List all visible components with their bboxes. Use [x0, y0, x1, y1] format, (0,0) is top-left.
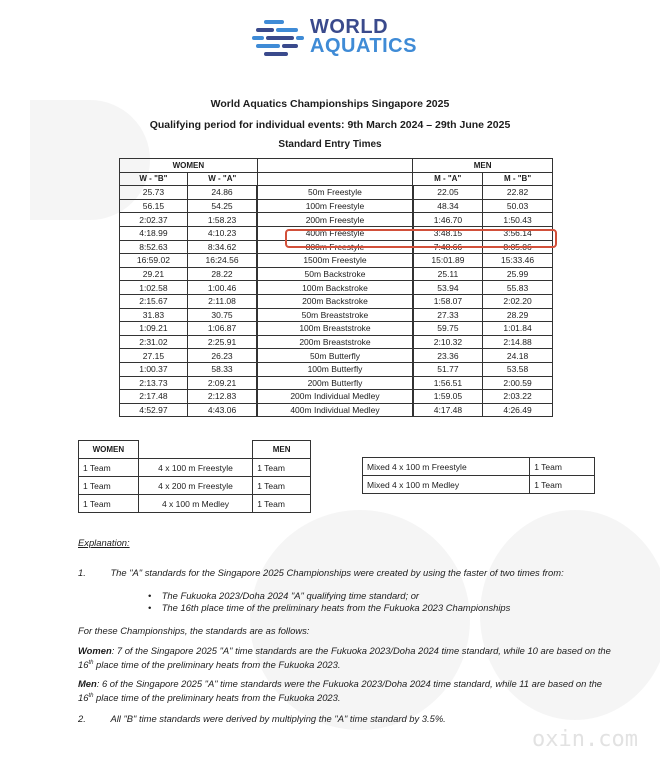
team-count: 1 Team: [530, 476, 595, 494]
time-cell: 1:00.37: [120, 362, 188, 376]
table-row: [120, 376, 553, 390]
bullet-item: • The Fukuoka 2023/Doha 2024 "A" qualifying time standard; or: [148, 590, 420, 601]
relay-event: 4 x 100 m Freestyle: [138, 459, 252, 477]
women-text-b: place time of the preliminary heats from the Fukuoka 2023.: [93, 659, 341, 671]
relay-event: 4 x 100 m Medley: [138, 495, 252, 513]
event-name: 50m Backstroke: [257, 267, 413, 281]
time-cell: 50.03: [483, 199, 553, 213]
time-cell: 56.15: [120, 199, 188, 213]
table-row: [120, 322, 553, 336]
event-name: 400m Individual Medley: [257, 403, 413, 417]
table-row: [120, 254, 553, 268]
time-cell: 2:15.67: [120, 294, 188, 308]
event-name: 200m Individual Medley: [257, 390, 413, 404]
standard-entry-times-heading: Standard Entry Times: [278, 139, 382, 150]
table-row: [120, 267, 553, 281]
column-header: M - "B": [483, 172, 553, 186]
document-title: World Aquatics Championships Singapore 2025: [210, 98, 450, 110]
time-cell: 22.82: [483, 186, 553, 200]
time-cell: 15:33.46: [483, 254, 553, 268]
time-cell: 4:17.48: [413, 403, 483, 417]
time-cell: 25.11: [413, 267, 483, 281]
table-row: [120, 199, 553, 213]
header-spacer: [257, 159, 413, 173]
time-cell: 1:46.70: [413, 213, 483, 227]
time-cell: 2:09.21: [187, 376, 257, 390]
time-cell: 4:43.06: [187, 403, 257, 417]
time-cell: 55.83: [483, 281, 553, 295]
team-count: 1 Team: [253, 477, 311, 495]
highlight-box-400m-freestyle: [285, 229, 557, 248]
time-cell: 1:09.21: [120, 322, 188, 336]
time-cell: 53.94: [413, 281, 483, 295]
team-count: 1 Team: [253, 495, 311, 513]
event-name: 800m Freestyle: [257, 240, 413, 254]
time-cell: 16:24.56: [187, 254, 257, 268]
column-header: [257, 172, 413, 186]
event-name: 100m Backstroke: [257, 281, 413, 295]
time-cell: 51.77: [413, 362, 483, 376]
time-cell: 3:56.14: [483, 226, 553, 240]
time-cell: 27.33: [413, 308, 483, 322]
explanation-point-3: [78, 713, 618, 725]
time-cell: 24.86: [187, 186, 257, 200]
women-text-a: : 7 of the Singapore 2025 "A" time standards are the Fukuoka 2023/Doha 2024 time standard, while 10 are based on the 16: [78, 645, 611, 671]
time-cell: 2:03.22: [483, 390, 553, 404]
point-1-number: 1.: [78, 567, 86, 578]
event-name: 100m Butterfly: [257, 362, 413, 376]
time-cell: 2:17.48: [120, 390, 188, 404]
time-cell: 1:56.51: [413, 376, 483, 390]
time-cell: 1:58.07: [413, 294, 483, 308]
time-cell: 7:48.66: [413, 240, 483, 254]
relay-body: [79, 459, 311, 513]
event-name: 200m Breaststroke: [257, 335, 413, 349]
point-1-text: The "A" standards for the Singapore 2025 Championships were created by using the faster of two times from:: [110, 567, 564, 578]
team-count: 1 Team: [79, 459, 139, 477]
time-cell: 1:02.58: [120, 281, 188, 295]
time-cell: 1:50.43: [483, 213, 553, 227]
time-cell: 1:06.87: [187, 322, 257, 336]
table-row: [120, 281, 553, 295]
relay-men-header: MEN: [253, 441, 311, 459]
event-name: 50m Breaststroke: [257, 308, 413, 322]
table-row: [120, 308, 553, 322]
time-cell: 4:10.23: [187, 226, 257, 240]
time-cell: 2:14.88: [483, 335, 553, 349]
time-cell: 4:26.49: [483, 403, 553, 417]
event-name: 400m Freestyle: [257, 226, 413, 240]
mixed-relay-event: Mixed 4 x 100 m Medley: [363, 476, 530, 494]
explanation-heading: Explanation:: [78, 537, 130, 548]
time-cell: 2:02.20: [483, 294, 553, 308]
table-row: [79, 477, 311, 495]
column-header: W - "A": [187, 172, 257, 186]
men-text-b: place time of the preliminary heats from the Fukuoka 2023.: [93, 692, 341, 704]
time-cell: 2:11.08: [187, 294, 257, 308]
point-2-text: All "B" time standards were derived by multiplying the "A" time standard by 3.5%.: [110, 713, 446, 724]
time-cell: 3:48.15: [413, 226, 483, 240]
event-name: 100m Breaststroke: [257, 322, 413, 336]
mixed-relay-body: [363, 458, 595, 494]
time-cell: 58.33: [187, 362, 257, 376]
relay-header-spacer: [138, 441, 252, 459]
column-header: M - "A": [413, 172, 483, 186]
time-cell: 23.36: [413, 349, 483, 363]
table-row: [120, 213, 553, 227]
column-header: W - "B": [120, 172, 188, 186]
time-cell: 2:25.91: [187, 335, 257, 349]
table-row: [79, 459, 311, 477]
men-explanation: [78, 678, 618, 704]
table-row: [120, 294, 553, 308]
time-cell: 22.05: [413, 186, 483, 200]
event-name: 200m Freestyle: [257, 213, 413, 227]
logo-wordmark: [310, 18, 417, 56]
women-label: Women: [78, 645, 112, 656]
time-cell: 1:58.23: [187, 213, 257, 227]
table-row: [363, 476, 595, 494]
event-name: 50m Butterfly: [257, 349, 413, 363]
time-cell: 16:59.02: [120, 254, 188, 268]
team-count: 1 Team: [253, 459, 311, 477]
time-cell: 4:18.99: [120, 226, 188, 240]
women-explanation: [78, 645, 618, 671]
entry-times-table: [119, 158, 553, 417]
time-cell: 24.18: [483, 349, 553, 363]
table-row: [79, 495, 311, 513]
event-name: 50m Freestyle: [257, 186, 413, 200]
table-row: [120, 186, 553, 200]
mixed-relay-table: [362, 457, 595, 494]
time-cell: 53.58: [483, 362, 553, 376]
time-cell: 1:01.84: [483, 322, 553, 336]
time-cell: 28.29: [483, 308, 553, 322]
time-cell: 25.73: [120, 186, 188, 200]
logo-line-1: WORLD: [310, 16, 389, 38]
watermark: oxin.com: [532, 727, 638, 752]
time-cell: 29.21: [120, 267, 188, 281]
time-cell: 8:52.63: [120, 240, 188, 254]
time-cell: 48.34: [413, 199, 483, 213]
time-cell: 1:59.05: [413, 390, 483, 404]
time-cell: 2:12.83: [187, 390, 257, 404]
explanation-point-2-intro: For these Championships, the standards are as follows:: [78, 625, 310, 636]
time-cell: 8:34.62: [187, 240, 257, 254]
time-cell: 27.15: [120, 349, 188, 363]
table-row: [120, 349, 553, 363]
point-2-number: 2.: [78, 713, 86, 724]
event-name: 200m Butterfly: [257, 376, 413, 390]
time-cell: 8:05.06: [483, 240, 553, 254]
table-row: [120, 390, 553, 404]
time-cell: 28.22: [187, 267, 257, 281]
explanation-point-1: [78, 567, 618, 579]
entry-times-body: [120, 186, 553, 417]
time-cell: 30.75: [187, 308, 257, 322]
team-count: 1 Team: [79, 477, 139, 495]
time-cell: 31.83: [120, 308, 188, 322]
time-cell: 2:00.59: [483, 376, 553, 390]
relay-event: 4 x 200 m Freestyle: [138, 477, 252, 495]
team-count: 1 Team: [79, 495, 139, 513]
relay-women-header: WOMEN: [79, 441, 139, 459]
relay-table: [78, 440, 311, 513]
time-cell: 2:02.37: [120, 213, 188, 227]
bullet-item: • The 16th place time of the preliminary heats from the Fukuoka 2023 Championships: [148, 602, 511, 613]
time-cell: 54.25: [187, 199, 257, 213]
team-count: 1 Team: [530, 458, 595, 476]
table-row: [120, 362, 553, 376]
time-cell: 2:13.73: [120, 376, 188, 390]
time-cell: 2:10.32: [413, 335, 483, 349]
mixed-relay-event: Mixed 4 x 100 m Freestyle: [363, 458, 530, 476]
logo-line-2: AQUATICS: [310, 35, 417, 57]
logo-mark-icon: [252, 18, 304, 62]
men-label: Men: [78, 678, 97, 689]
event-name: 200m Backstroke: [257, 294, 413, 308]
time-cell: 4:52.97: [120, 403, 188, 417]
explanation-bullets: [148, 590, 618, 614]
table-row: [363, 458, 595, 476]
men-header: MEN: [413, 159, 553, 173]
time-cell: 2:31.02: [120, 335, 188, 349]
table-row: [120, 335, 553, 349]
qualifying-period: Qualifying period for individual events: 9th March 2024 – 29th June 2025: [149, 119, 511, 131]
women-sup: th: [88, 660, 94, 666]
event-name: 1500m Freestyle: [257, 254, 413, 268]
time-cell: 25.99: [483, 267, 553, 281]
men-text-a: : 6 of the Singapore 2025 "A" time standards were the Fukuoka 2023/Doha 2024 time standard, while 11 are based on the 16: [78, 678, 602, 704]
time-cell: 1:00.46: [187, 281, 257, 295]
men-sup: th: [88, 693, 94, 699]
table-row: [120, 403, 553, 417]
world-aquatics-logo: [252, 16, 432, 64]
time-cell: 59.75: [413, 322, 483, 336]
time-cell: 26.23: [187, 349, 257, 363]
time-cell: 15:01.89: [413, 254, 483, 268]
women-header: WOMEN: [120, 159, 258, 173]
event-name: 100m Freestyle: [257, 199, 413, 213]
